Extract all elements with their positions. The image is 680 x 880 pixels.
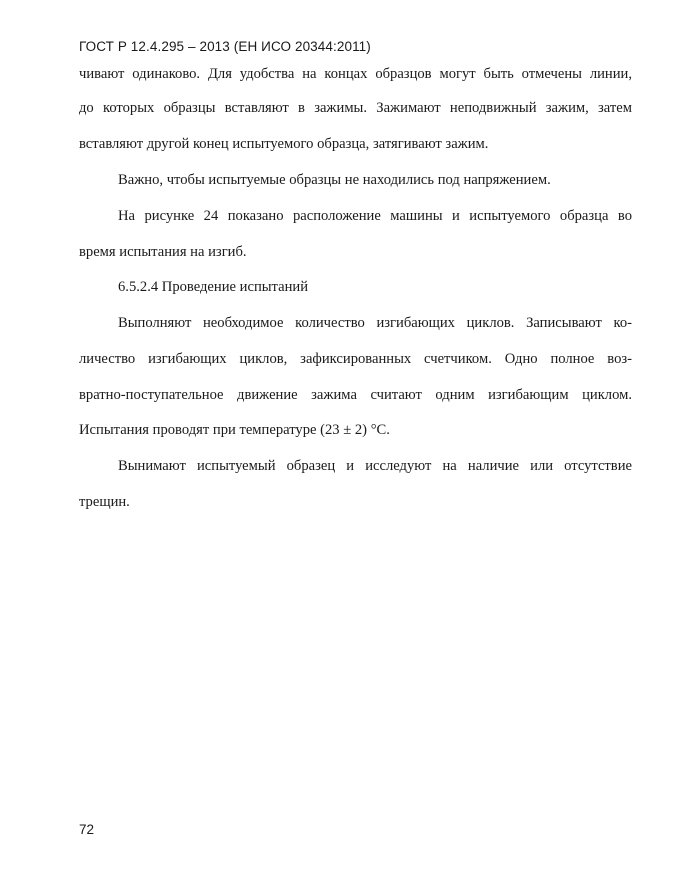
document-header: ГОСТ Р 12.4.295 – 2013 (ЕН ИСО 20344:2011)	[79, 39, 371, 54]
body-text-line: вратно-поступательное движение зажима считают одним изгибающим циклом.	[79, 387, 632, 403]
body-text-line: личество изгибающих циклов, зафиксированных счетчиком. Одно полное воз-	[79, 351, 632, 367]
body-text-line: чивают одинаково. Для удобства на концах образцов могут быть отмечены линии,	[79, 66, 632, 82]
body-text-line: Испытания проводят при температуре (23 ± 2) °С.	[79, 422, 390, 438]
body-text-line: время испытания на изгиб.	[79, 244, 247, 260]
section-heading: 6.5.2.4 Проведение испытаний	[118, 279, 309, 295]
body-text-line: до которых образцы вставляют в зажимы. Зажимают неподвижный зажим, затем	[79, 100, 632, 116]
body-text-line: трещин.	[79, 494, 130, 510]
body-text-line: На рисунке 24 показано расположение машины и испытуемого образца во	[118, 208, 632, 224]
body-text-line: Вынимают испытуемый образец и исследуют на наличие или отсутствие	[118, 458, 632, 474]
page-number: 72	[79, 822, 95, 837]
body-text-line: Выполняют необходимое количество изгибающих циклов. Записывают ко-	[118, 315, 632, 331]
body-text-line: Важно, чтобы испытуемые образцы не находились под напряжением.	[118, 172, 551, 188]
body-text-line: вставляют другой конец испытуемого образца, затягивают зажим.	[79, 136, 489, 152]
